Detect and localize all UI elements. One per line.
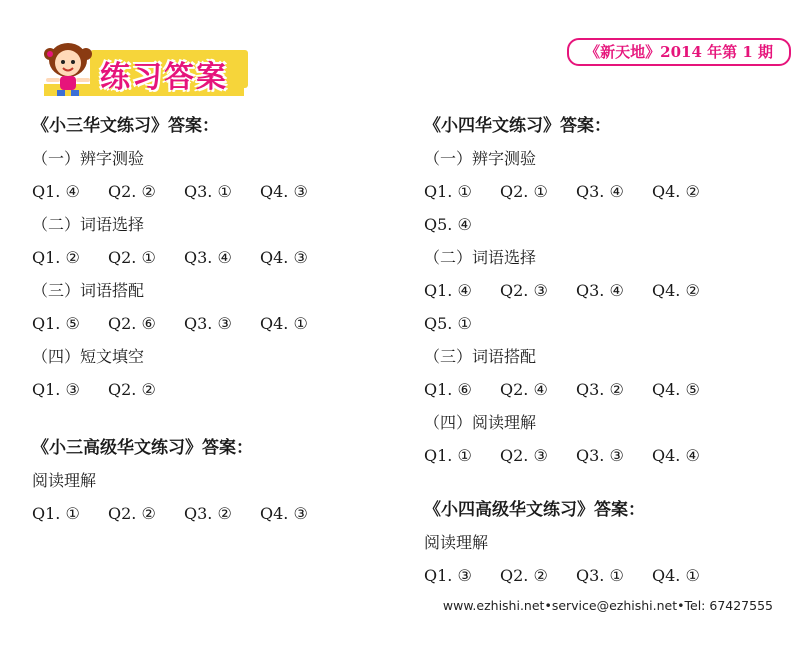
answer-row [32,177,402,210]
answer-item: Q1. ④ [424,281,472,300]
answer-item: Q3. ② [576,380,624,399]
left-column [32,112,402,532]
answer-item: Q3. ④ [184,248,232,267]
answer-row [424,177,794,210]
answer-item: Q2. ② [108,182,156,201]
answer-row [424,210,794,243]
section-gap [32,408,402,434]
group-title: （三）词语搭配 [424,347,537,366]
answer-item: Q5. ④ [424,215,472,234]
section-heading: 《小四高级华文练习》答案： [424,500,645,520]
answer-row [424,276,794,309]
answer-row [32,375,402,408]
answer-item: Q1. ③ [424,566,472,585]
answer-row [424,441,794,474]
footer-contact: www.ezhishi.net•service@ezhishi.net•Tel: 67427555 [442,598,773,613]
answer-item: Q2. ① [500,182,548,201]
group-title: （一）辨字测验 [32,149,145,168]
header-banner [14,40,244,102]
girl-mascot-icon [38,40,98,102]
answer-item: Q4. ③ [260,182,308,201]
answer-item: Q4. ③ [260,504,308,523]
answer-item: Q1. ① [32,504,80,523]
section-gap [424,474,794,496]
answer-item: Q1. ⑥ [424,380,472,399]
section-heading: 《小四华文练习》答案： [424,116,611,136]
group-title: 阅读理解 [424,533,489,552]
answer-item: Q2. ④ [500,380,548,399]
answer-row [424,561,794,594]
answer-item: Q1. ③ [32,380,80,399]
answer-item: Q1. ① [424,182,472,201]
page-title: 练习答案 [100,60,228,95]
section-heading: 《小三高级华文练习》答案： [32,438,253,458]
section-heading: 《小三华文练习》答案： [32,116,219,136]
answer-item: Q3. ② [184,504,232,523]
group-title: （四）阅读理解 [424,413,537,432]
answer-item: Q2. ② [108,504,156,523]
answer-item: Q2. ② [108,380,156,399]
answer-item: Q4. ④ [652,446,700,465]
answer-item: Q4. ⑤ [652,380,700,399]
issue-badge: 《新天地》2014 年第 1 期 [567,38,791,66]
group-title: （一）辨字测验 [424,149,537,168]
answer-item: Q1. ① [424,446,472,465]
group-title: （二）词语选择 [32,215,145,234]
answer-row [424,375,794,408]
group-title: （二）词语选择 [424,248,537,267]
answer-item: Q3. ④ [576,182,624,201]
answer-item: Q3. ① [184,182,232,201]
answer-item: Q2. ⑥ [108,314,156,333]
answer-item: Q5. ① [424,314,472,333]
answer-item: Q3. ③ [576,446,624,465]
answer-row [32,243,402,276]
answer-item: Q4. ② [652,182,700,201]
answer-item: Q1. ⑤ [32,314,80,333]
answer-item: Q3. ③ [184,314,232,333]
answer-item: Q3. ④ [576,281,624,300]
answer-item: Q2. ③ [500,446,548,465]
group-title: 阅读理解 [32,471,97,490]
answer-item: Q4. ① [652,566,700,585]
answer-row [32,309,402,342]
answer-item: Q2. ② [500,566,548,585]
answer-item: Q1. ④ [32,182,80,201]
answer-row [424,309,794,342]
answer-item: Q4. ② [652,281,700,300]
group-title: （四）短文填空 [32,347,145,366]
answer-item: Q2. ① [108,248,156,267]
right-column [424,112,794,594]
answer-item: Q3. ① [576,566,624,585]
answer-item: Q4. ① [260,314,308,333]
answer-item: Q2. ③ [500,281,548,300]
answer-item: Q1. ② [32,248,80,267]
group-title: （三）词语搭配 [32,281,145,300]
answer-item: Q4. ③ [260,248,308,267]
answer-row [32,499,402,532]
